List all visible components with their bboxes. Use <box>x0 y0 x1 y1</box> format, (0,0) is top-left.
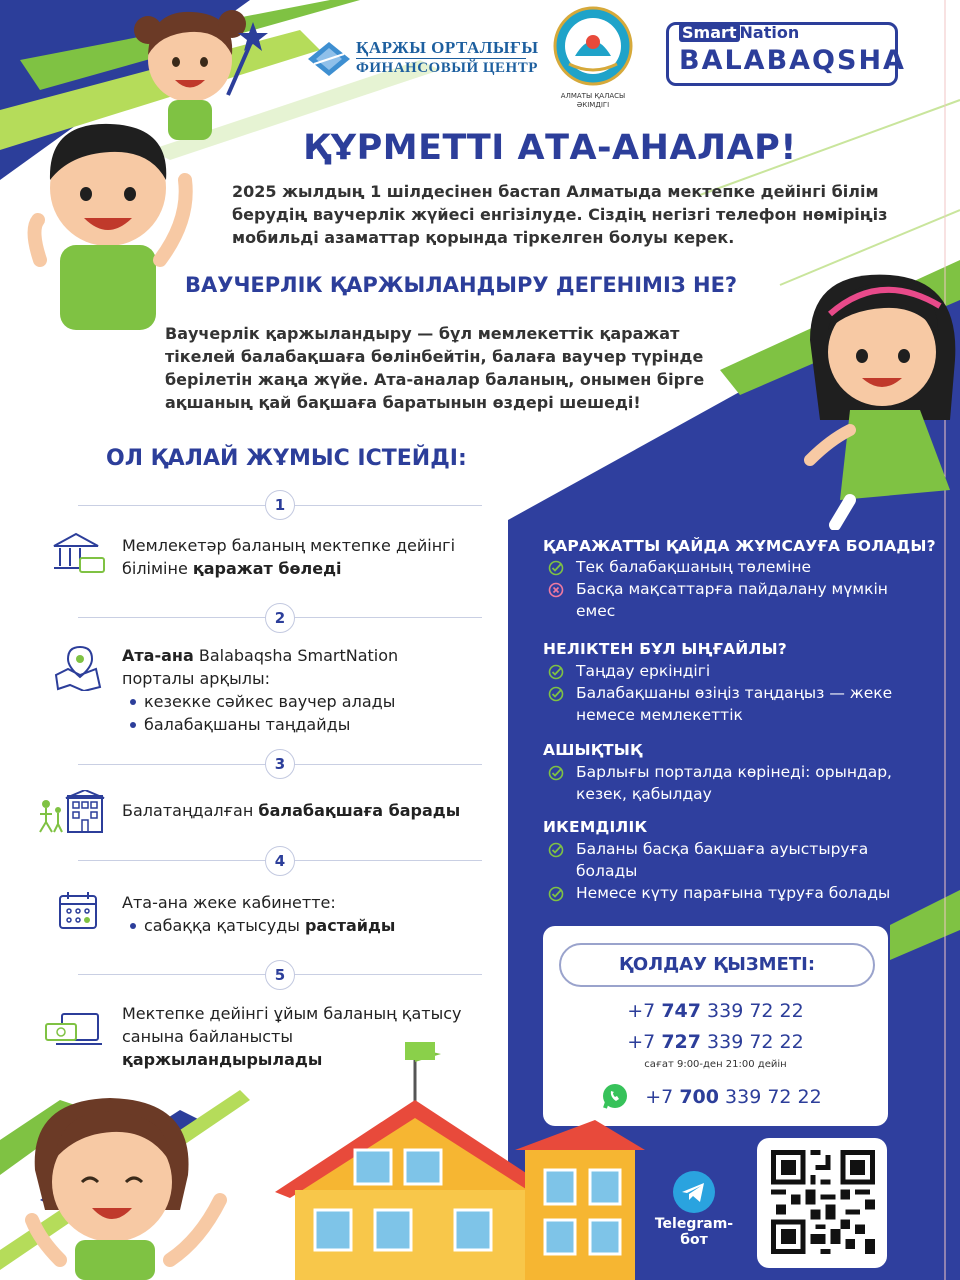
rp-item: Басқа мақсаттарға пайдалану мүмкін емес <box>576 580 888 620</box>
phone-code: 727 <box>661 1031 701 1053</box>
cheering-child-illustration <box>20 1090 240 1280</box>
phone-code: 700 <box>679 1086 719 1108</box>
step-1-text <box>122 534 472 580</box>
phone-prefix: +7 <box>627 1000 662 1022</box>
akimat-caption-line1: АЛМАТЫ ҚАЛАСЫ <box>560 92 626 100</box>
how-heading: ОЛ ҚАЛАЙ ЖҰМЫС ІСТЕЙДІ: <box>106 446 467 471</box>
rp-item: Тек балабақшаның төлеміне <box>576 558 812 576</box>
government-building-icon <box>50 532 106 576</box>
rp-heading-transparency: АШЫҚТЫҚ <box>543 741 643 759</box>
step-3-text <box>122 799 472 822</box>
finance-center-name-kz: ҚАРЖЫ ОРТАЛЫҒЫ <box>356 38 539 57</box>
step-4-bullet <box>122 914 472 937</box>
step-2-bullet: кезекке сәйкес ваучер алады <box>122 690 472 713</box>
finance-center-logo-icon <box>308 42 350 76</box>
what-heading: ВАУЧЕРЛІК ҚАРЖЫЛАНДЫРУ ДЕГЕНІМІЗ НЕ? <box>185 273 738 297</box>
check-circle-icon <box>548 765 564 781</box>
phone-rest: 339 72 22 <box>718 1086 822 1108</box>
intro-text: 2025 жылдың 1 шілдесінен бастап Алматыда мектепке дейінгі білім берудің ваучерлік жүйесі енгізілуде. Сіздің негізгі телефон нөміріңіз мобильді азаматтар қорында тіркелген болуы керек. <box>232 182 888 247</box>
step-2-bold: Ата-ана <box>122 646 194 665</box>
phone-prefix: +7 <box>645 1086 680 1108</box>
boy-illustration <box>20 110 200 330</box>
support-phone-1[interactable] <box>543 1000 888 1022</box>
calendar-icon <box>58 890 100 930</box>
laptop-money-icon <box>44 1010 104 1052</box>
balabaqsha-logo <box>666 22 906 86</box>
rp-item: Таңдау еркіндігі <box>576 662 711 680</box>
qr-code-icon <box>771 1150 875 1254</box>
step-2-text <box>122 644 472 736</box>
rp-item: Немесе күту парағына тұруға болады <box>576 884 891 902</box>
logo-smartnation <box>679 23 799 42</box>
logo-divider <box>356 58 526 59</box>
step-4-text <box>122 891 472 937</box>
rp-heading-why: НЕЛІКТЕН БҰЛ ЫҢҒАЙЛЫ? <box>543 640 787 658</box>
girl-jumping-illustration <box>800 270 960 530</box>
phone-rest: 339 72 22 <box>700 1031 804 1053</box>
logo-nation: Nation <box>739 23 800 42</box>
step-number: 2 <box>265 603 295 633</box>
step-4-bullet-b: растайды <box>304 916 396 935</box>
step-number: 3 <box>265 749 295 779</box>
x-circle-icon <box>548 582 564 598</box>
check-circle-icon <box>548 886 564 902</box>
check-circle-icon <box>548 686 564 702</box>
almaty-akimat-caption <box>543 92 643 110</box>
rp-item: Баланы басқа бақшаға ауыстыруға болады <box>576 840 869 880</box>
step-number: 1 <box>265 490 295 520</box>
rp-heading-flexibility: ИКЕМДІЛІК <box>543 818 648 836</box>
kindergarten-building-illustration <box>255 1040 655 1280</box>
family-kindergarten-icon <box>36 790 106 834</box>
rp-item: Балабақшаны өзіңіз таңдаңыз — жеке немесе мемлекеттік <box>576 684 893 724</box>
step-3-text-b: балабақшаға барады <box>258 801 461 820</box>
support-heading: ҚОЛДАУ ҚЫЗМЕТІ: <box>559 943 875 987</box>
step-3-text-a: Балатаңдалған <box>122 801 259 820</box>
rp-item: Барлығы порталда көрінеді: орындар, кезек, қабылдау <box>576 763 892 803</box>
check-circle-icon <box>548 664 564 680</box>
logo-balabaqsha: BALABAQSHA <box>679 45 906 76</box>
step-number: 5 <box>265 960 295 990</box>
map-location-icon <box>52 645 104 691</box>
step-2-text-a: Balabaqsha SmartNation порталы арқылы: <box>122 646 399 688</box>
phone-rest: 339 72 22 <box>700 1000 804 1022</box>
qr-code[interactable] <box>757 1138 887 1268</box>
rp-heading-spend: ҚАРАЖАТТЫ ҚАЙДА ЖҰМСАУҒА БОЛАДЫ? <box>543 537 936 555</box>
check-circle-icon <box>548 842 564 858</box>
finance-center-name-ru: ФИНАНСОВЫЙ ЦЕНТР <box>356 60 538 76</box>
step-1-text-b: қаражат бөледі <box>192 559 342 578</box>
what-text: Ваучерлік қаржыландыру — бұл мемлекеттік қаражат тікелей балабақшаға бөлінбейтін, балаға ваучер түрінде берілетін жаңа жүйе. Ата-аналар баланың, онымен бірге ақшаның қай бақшаға баратынын өздері шешеді! <box>165 324 705 412</box>
phone-code: 747 <box>661 1000 701 1022</box>
phone-prefix: +7 <box>627 1031 662 1053</box>
step-1-text-a: Мемлекетәр баланың мектепке дейінгі біліміне <box>122 536 456 578</box>
akimat-caption-line2: ӘКІМДІГІ <box>576 101 610 109</box>
telegram-icon[interactable] <box>672 1170 716 1214</box>
logo-smart: Smart <box>679 23 740 42</box>
step-5-text-a: Мектепке дейінгі ұйым баланың қатысу санына байланысты <box>122 1004 462 1046</box>
step-2-bullet: балабақшаны таңдайды <box>122 713 472 736</box>
step-4-text-a: Ата-ана жеке кабинетте: <box>122 893 336 912</box>
support-hours: сағат 9:00-ден 21:00 дейін <box>644 1059 787 1070</box>
page-title: ҚҰРМЕТТІ АТА-АНАЛАР! <box>303 128 797 168</box>
step-5-text-b: қаржыландырылады <box>122 1050 323 1069</box>
step-number: 4 <box>265 846 295 876</box>
telegram-bot-label[interactable]: Telegram-бот <box>654 1216 734 1248</box>
check-circle-icon <box>548 560 564 576</box>
almaty-city-emblem-icon <box>553 6 633 86</box>
step-4-bullet-a: сабаққа қатысуды <box>144 916 305 935</box>
